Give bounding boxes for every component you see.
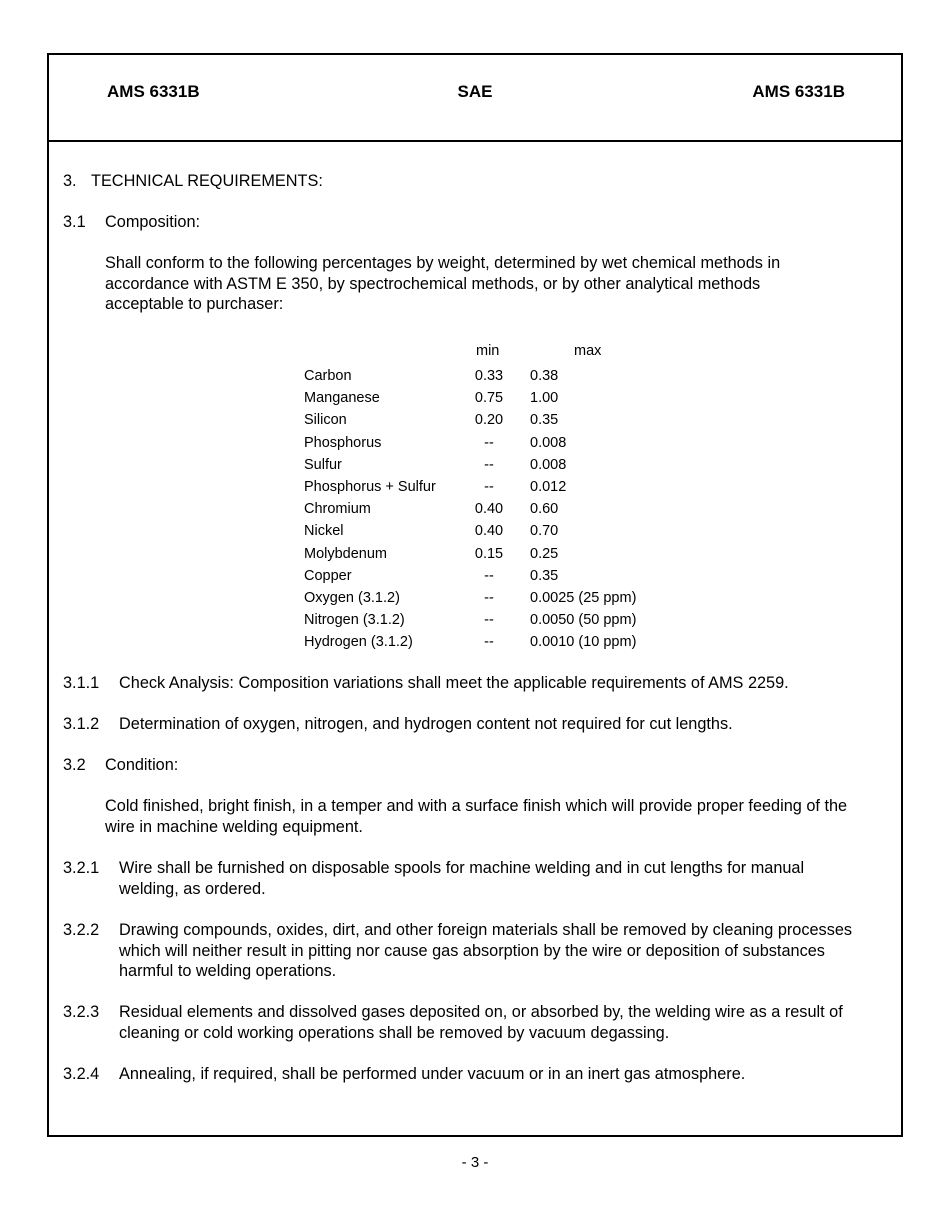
section-3-1-1-number: 3.1.1 bbox=[63, 674, 100, 692]
composition-max: 0.0010 (10 ppm) bbox=[530, 634, 637, 651]
composition-row bbox=[304, 587, 704, 609]
header-doc-number-right: AMS 6331B bbox=[752, 82, 845, 101]
composition-row bbox=[304, 454, 704, 476]
composition-element: Hydrogen (3.1.2) bbox=[304, 634, 413, 651]
composition-min: -- bbox=[484, 634, 494, 651]
composition-row bbox=[304, 565, 704, 587]
composition-max: 0.0025 (25 ppm) bbox=[530, 589, 637, 606]
section-3-2-2-text: Drawing compounds, oxides, dirt, and other foreign materials shall be removed by cleaning processes which will neither result in pitting nor cause gas absorption by the wire or deposition of substances harmful to welding operations. bbox=[119, 921, 853, 980]
section-3-2-4-number: 3.2.4 bbox=[63, 1065, 100, 1083]
composition-row bbox=[304, 543, 704, 565]
composition-min: 0.40 bbox=[474, 523, 504, 540]
composition-min: -- bbox=[484, 434, 494, 451]
header-organization: SAE bbox=[457, 82, 493, 101]
composition-row bbox=[304, 520, 704, 542]
composition-row bbox=[304, 631, 704, 653]
composition-min: -- bbox=[484, 612, 494, 629]
document-header bbox=[49, 55, 901, 142]
composition-min: -- bbox=[484, 478, 494, 495]
composition-element: Phosphorus bbox=[304, 434, 382, 451]
section-3-1-2-text: Determination of oxygen, nitrogen, and hydrogen content not required for cut lengths. bbox=[119, 715, 733, 733]
composition-element: Chromium bbox=[304, 501, 371, 518]
composition-row bbox=[304, 387, 704, 409]
composition-min: 0.75 bbox=[474, 390, 504, 407]
section-3-2-3-text: Residual elements and dissolved gases deposited on, or absorbed by, the welding wire as a result of cleaning or cold working operations shall be removed by vacuum degassing. bbox=[119, 1003, 843, 1042]
composition-element: Carbon bbox=[304, 368, 352, 384]
composition-min: 0.15 bbox=[474, 545, 504, 562]
composition-max: 0.60 bbox=[530, 501, 559, 518]
composition-max: 0.70 bbox=[530, 523, 559, 540]
composition-min: -- bbox=[484, 456, 494, 473]
composition-min: -- bbox=[484, 589, 494, 606]
composition-element: Silicon bbox=[304, 412, 347, 429]
section-3-number: 3. bbox=[63, 172, 77, 190]
composition-min: 0.33 bbox=[474, 368, 504, 384]
composition-max: 0.008 bbox=[530, 434, 567, 451]
composition-max: 0.0050 (50 ppm) bbox=[530, 612, 637, 629]
composition-max: 0.35 bbox=[530, 412, 559, 429]
composition-max: 0.008 bbox=[530, 456, 567, 473]
composition-row bbox=[304, 498, 704, 520]
section-3-2-body: Cold finished, bright finish, in a temper and with a surface finish which will provide proper feeding of the wire in machine welding equipment. bbox=[105, 797, 848, 836]
section-3-2-title: Condition: bbox=[105, 756, 179, 774]
page-number: - 3 - bbox=[461, 1154, 489, 1171]
section-3-1-1-text: Check Analysis: Composition variations shall meet the applicable requirements of AMS 2259. bbox=[119, 674, 789, 692]
section-3-2-2-number: 3.2.2 bbox=[63, 921, 100, 939]
composition-header-max: max bbox=[574, 343, 602, 359]
composition-max: 0.25 bbox=[530, 545, 559, 562]
composition-element: Molybdenum bbox=[304, 545, 388, 562]
section-3-1-2-number: 3.1.2 bbox=[63, 715, 100, 733]
composition-element: Nitrogen (3.1.2) bbox=[304, 612, 405, 629]
composition-row bbox=[304, 365, 704, 387]
composition-element: Sulfur bbox=[304, 456, 342, 473]
section-3-2-number: 3.2 bbox=[63, 756, 86, 774]
composition-min: 0.20 bbox=[474, 412, 504, 429]
composition-element: Nickel bbox=[304, 523, 344, 540]
section-3-2-3-number: 3.2.3 bbox=[63, 1003, 100, 1021]
section-3-1-number: 3.1 bbox=[63, 213, 86, 231]
composition-row bbox=[304, 609, 704, 631]
composition-row bbox=[304, 476, 704, 498]
section-3-1-body: Shall conform to the following percentages by weight, determined by wet chemical methods in accordance with ASTM E 350, by spectrochemical methods, or by other analytical methods acceptable to purchaser: bbox=[105, 254, 781, 313]
composition-min: 0.40 bbox=[474, 501, 504, 518]
composition-row bbox=[304, 432, 704, 454]
composition-element: Manganese bbox=[304, 390, 380, 407]
composition-row bbox=[304, 409, 704, 431]
section-3-2-1-text: Wire shall be furnished on disposable spools for machine welding and in cut lengths for manual welding, as ordered. bbox=[119, 859, 805, 898]
composition-max: 0.38 bbox=[530, 368, 559, 384]
composition-table bbox=[304, 365, 704, 653]
composition-max: 1.00 bbox=[530, 390, 559, 407]
composition-element: Phosphorus + Sulfur bbox=[304, 478, 436, 495]
section-3-2-4-text: Annealing, if required, shall be performed under vacuum or in an inert gas atmosphere. bbox=[119, 1065, 746, 1083]
composition-header-min: min bbox=[476, 343, 500, 359]
composition-min: -- bbox=[484, 567, 494, 584]
header-doc-number-left: AMS 6331B bbox=[107, 82, 200, 101]
composition-max: 0.35 bbox=[530, 567, 559, 584]
section-3-title: TECHNICAL REQUIREMENTS: bbox=[91, 172, 323, 190]
section-3-1-title: Composition: bbox=[105, 213, 201, 231]
composition-element: Oxygen (3.1.2) bbox=[304, 589, 400, 606]
composition-max: 0.012 bbox=[530, 478, 567, 495]
composition-element: Copper bbox=[304, 567, 352, 584]
section-3-2-1-number: 3.2.1 bbox=[63, 859, 100, 877]
